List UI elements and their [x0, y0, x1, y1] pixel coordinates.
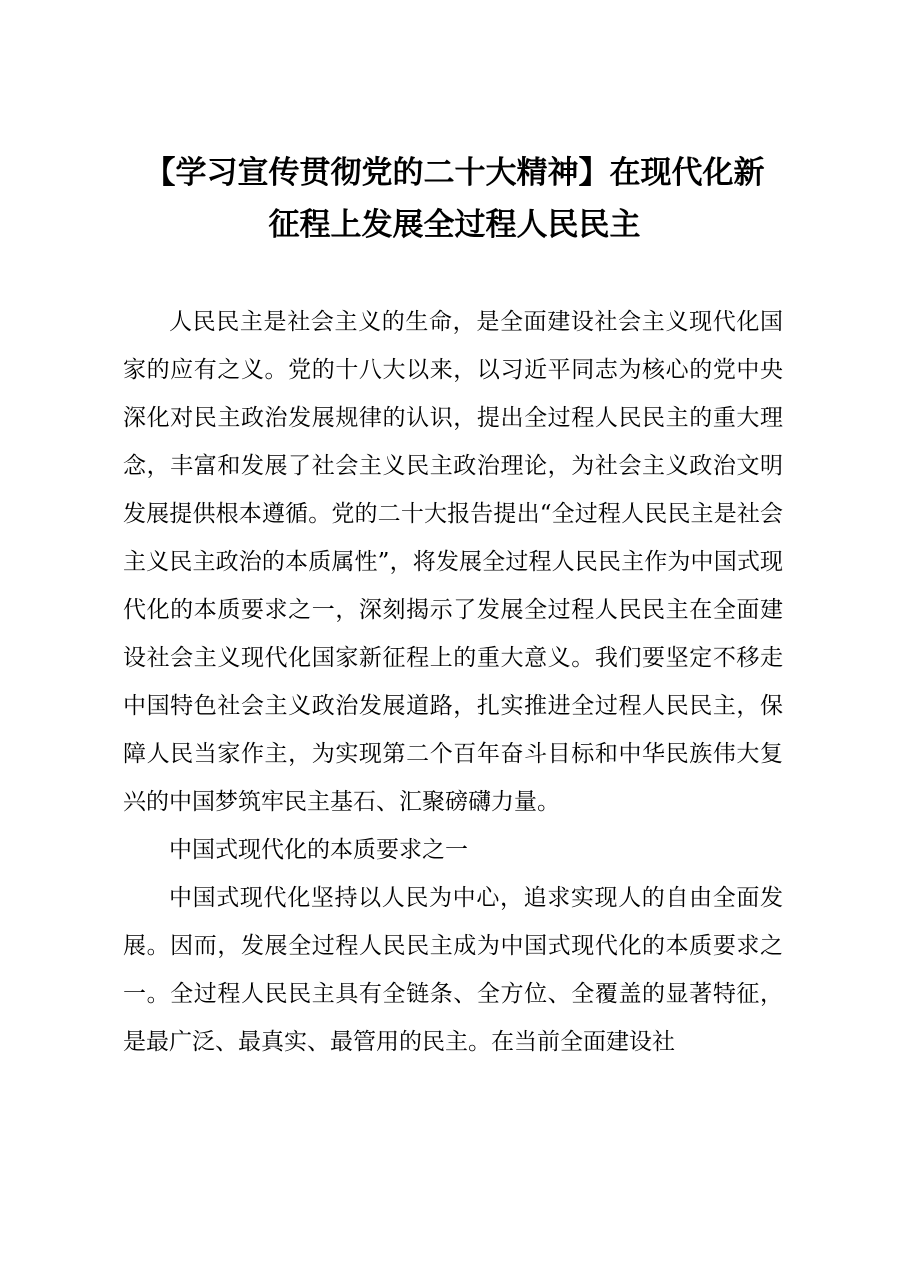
document-title [110, 147, 799, 251]
title-line-1: 【学习宣传贯彻党的二十大精神】在现代化新 [144, 155, 765, 191]
paragraph-section-1: 中国式现代化坚持以人民为中心，追求实现人的自由全面发展。因而，发展全过程人民民主成为中国式现代化的本质要求之一。全过程人民民主具有全链条、全方位、全覆盖的显著特征，是最广泛、最真实、最管用的民主。在当前全面建设社 [123, 885, 783, 1055]
paragraph-intro: 人民民主是社会主义的生命，是全面建设社会主义现代化国家的应有之义。党的十八大以来，以习近平同志为核心的党中央深化对民主政治发展规律的认识，提出全过程人民民主的重大理念，丰富和发展了社会主义民主政治理论，为社会主义政治文明发展提供根本遵循。党的二十大报告提出“全过程人民民主是社会主义民主政治的本质属性”，将发展全过程人民民主作为中国式现代化的本质要求之一，深刻揭示了发展全过程人民民主在全面建设社会主义现代化国家新征程上的重大意义。我们要坚定不移走中国特色社会主义政治发展道路，扎实推进全过程人民民主，保障人民当家作主，为实现第二个百年奋斗目标和中华民族伟大复兴的中国梦筑牢民主基石、汇聚磅礴力量。 [123, 309, 783, 815]
section-heading: 中国式现代化的本质要求之一 [169, 837, 468, 863]
document-body [123, 298, 783, 1066]
title-line-2: 征程上发展全过程人民民主 [268, 207, 641, 243]
